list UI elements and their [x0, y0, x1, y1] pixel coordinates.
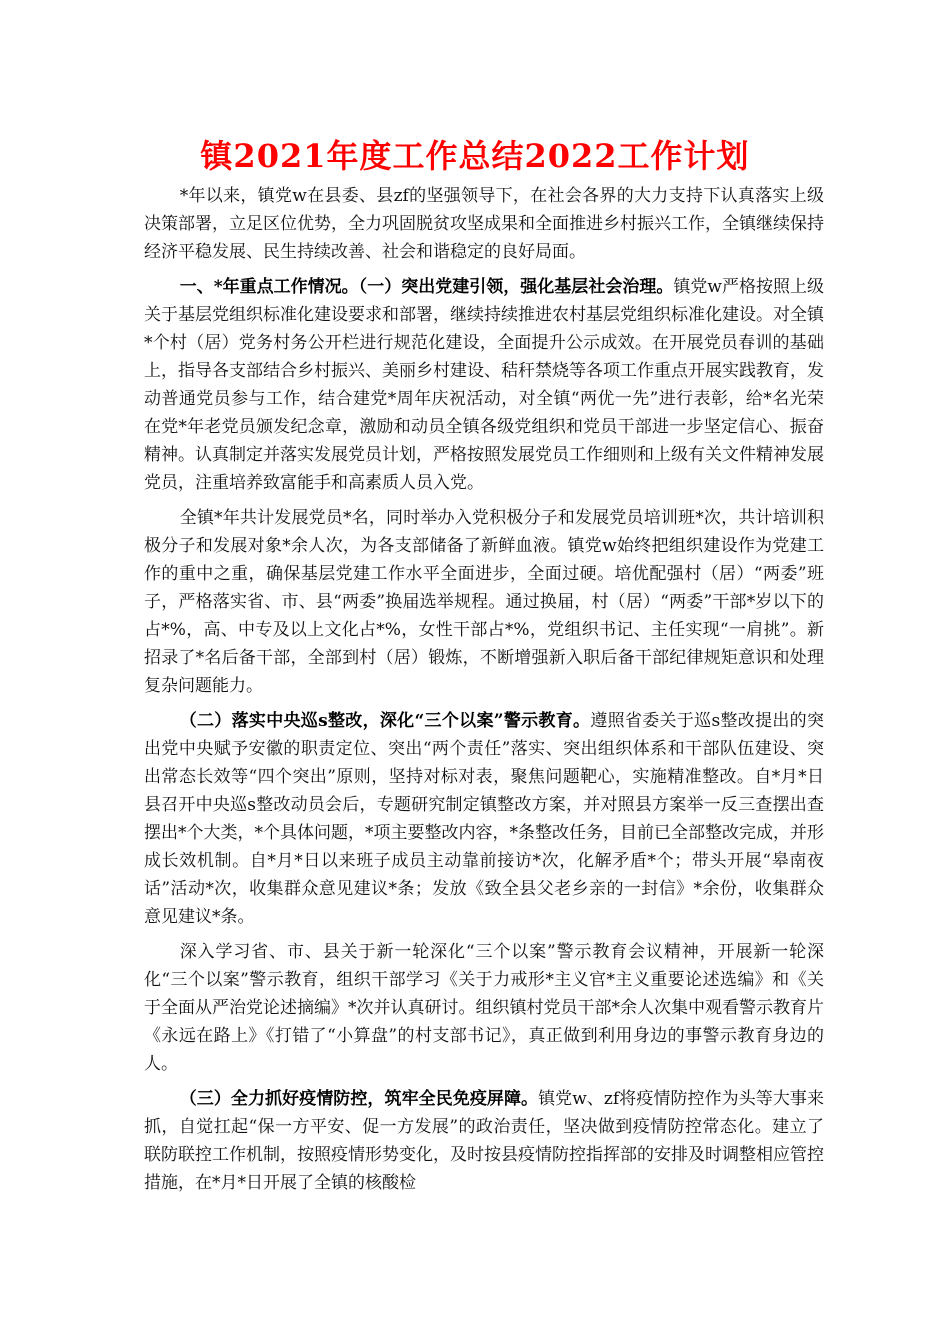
section-heading: （三）全力抓好疫情防控，筑牢全民免疫屏障。: [179, 1089, 539, 1109]
paragraph-section-1: [144, 273, 824, 497]
paragraph-text: *年以来，镇党w在县委、县zf的坚强领导下，在社会各界的大力支持下认真落实上级决策部署，立足区位优势，全力巩固脱贫攻坚成果和全面推进乡村振兴工作，全镇继续保持经济平稳发展、民生持续改善、社会和谐稳定的良好局面。: [144, 186, 824, 262]
paragraph-text: 深入学习省、市、县关于新一轮深化“三个以案”警示教育会议精神，开展新一轮深化“三个以案”警示教育，组织干部学习《关于力戒形*主义官*主义重要论述选编》和《关于全面从严治党论述摘编》*次并认真研讨。组织镇村党员干部*余人次集中观看警示教育片《永远在路上》《打错了“小算盘”的村支部书记》，真正做到利用身边的事警示教育身边的人。: [144, 942, 824, 1074]
paragraph-text: 遵照省委关于巡s整改提出的突出党中央赋予安徽的职责定位、突出“两个责任”落实、突出组织体系和干部队伍建设、突出常态长效等“四个突出”原则，坚持对标对表，聚焦问题靶心，实施精准整改。自*月*日县召开中央巡s整改动员会后，专题研究制定镇整改方案，并对照县方案举一反三查摆出查摆出*个大类，*个具体问题，*项主要整改内容，*条整改任务，目前已全部整改完成，并形成长效机制。自*月*日以来班子成员主动靠前接访*次，化解矛盾*个；带头开展“皋南夜话”活动*次，收集群众意见建议*条；发放《致全县父老乡亲的一封信》*余份，收集群众意见建议*条。: [144, 711, 824, 927]
paragraph-text: 镇党w严格按照上级关于基层党组织标准化建设要求和部署，继续持续推进农村基层党组织标准化建设。对全镇*个村（居）党务村务公开栏进行规范化建设，全面提升公示成效。在开展党员春训的基础上，指导各支部结合乡村振兴、美丽乡村建设、秸秆禁烧等各项工作重点开展实践教育，发动普通党员参与工作，结合建党*周年庆祝活动，对全镇“两优一先”进行表彰，给*名光荣在党*年老党员颁发纪念章，激励和动员全镇各级党组织和党员干部进一步坚定信心、振奋精神。认真制定并落实发展党员计划，严格按照发展党员工作细则和上级有关文件精神发展党员，注重培养致富能手和高素质人员入党。: [144, 277, 825, 493]
document-title: 镇2021年度工作总结2022工作计划: [200, 137, 750, 175]
document-body: [144, 182, 824, 1204]
paragraph-text: 镇党w、zf将疫情防控作为头等大事来抓，自觉扛起“保一方平安、促一方发展”的政治责任，坚决做到疫情防控常态化。建立了联防联控工作机制，按照疫情形势变化，及时按县疫情防控指挥部的安排及时调整相应管控措施，在*月*日开展了全镇的核酸检: [144, 1089, 824, 1193]
paragraph-section-2: [144, 707, 824, 931]
paragraph-party-members: [144, 504, 824, 700]
paragraph-text: 全镇*年共计发展党员*名，同时举办入党积极分子和发展党员培训班*次，共计培训积极分子和发展对象*余人次，为各支部储备了新鲜血液。镇党w始终把组织建设作为党建工作的重中之重，确保基层党建工作水平全面进步，全面过硬。培优配强村（居）“两委”班子，严格落实省、市、县“两委”换届选举规程。通过换届，村（居）“两委”干部*岁以下的占*%，高、中专及以上文化占*%，女性干部占*%，党组织书记、主任实现“一肩挑”。新招录了*名后备干部，全部到村（居）锻炼，不断增强新入职后备干部纪律规矩意识和处理复杂问题能力。: [144, 508, 824, 696]
paragraph-intro: [144, 182, 824, 266]
paragraph-section-3: [144, 1085, 824, 1197]
section-heading: 一、*年重点工作情况。（一）突出党建引领，强化基层社会治理。: [179, 277, 674, 297]
paragraph-warning-education: [144, 938, 824, 1078]
section-heading: （二）落实中央巡s整改，深化“三个以案”警示教育。: [179, 711, 591, 731]
